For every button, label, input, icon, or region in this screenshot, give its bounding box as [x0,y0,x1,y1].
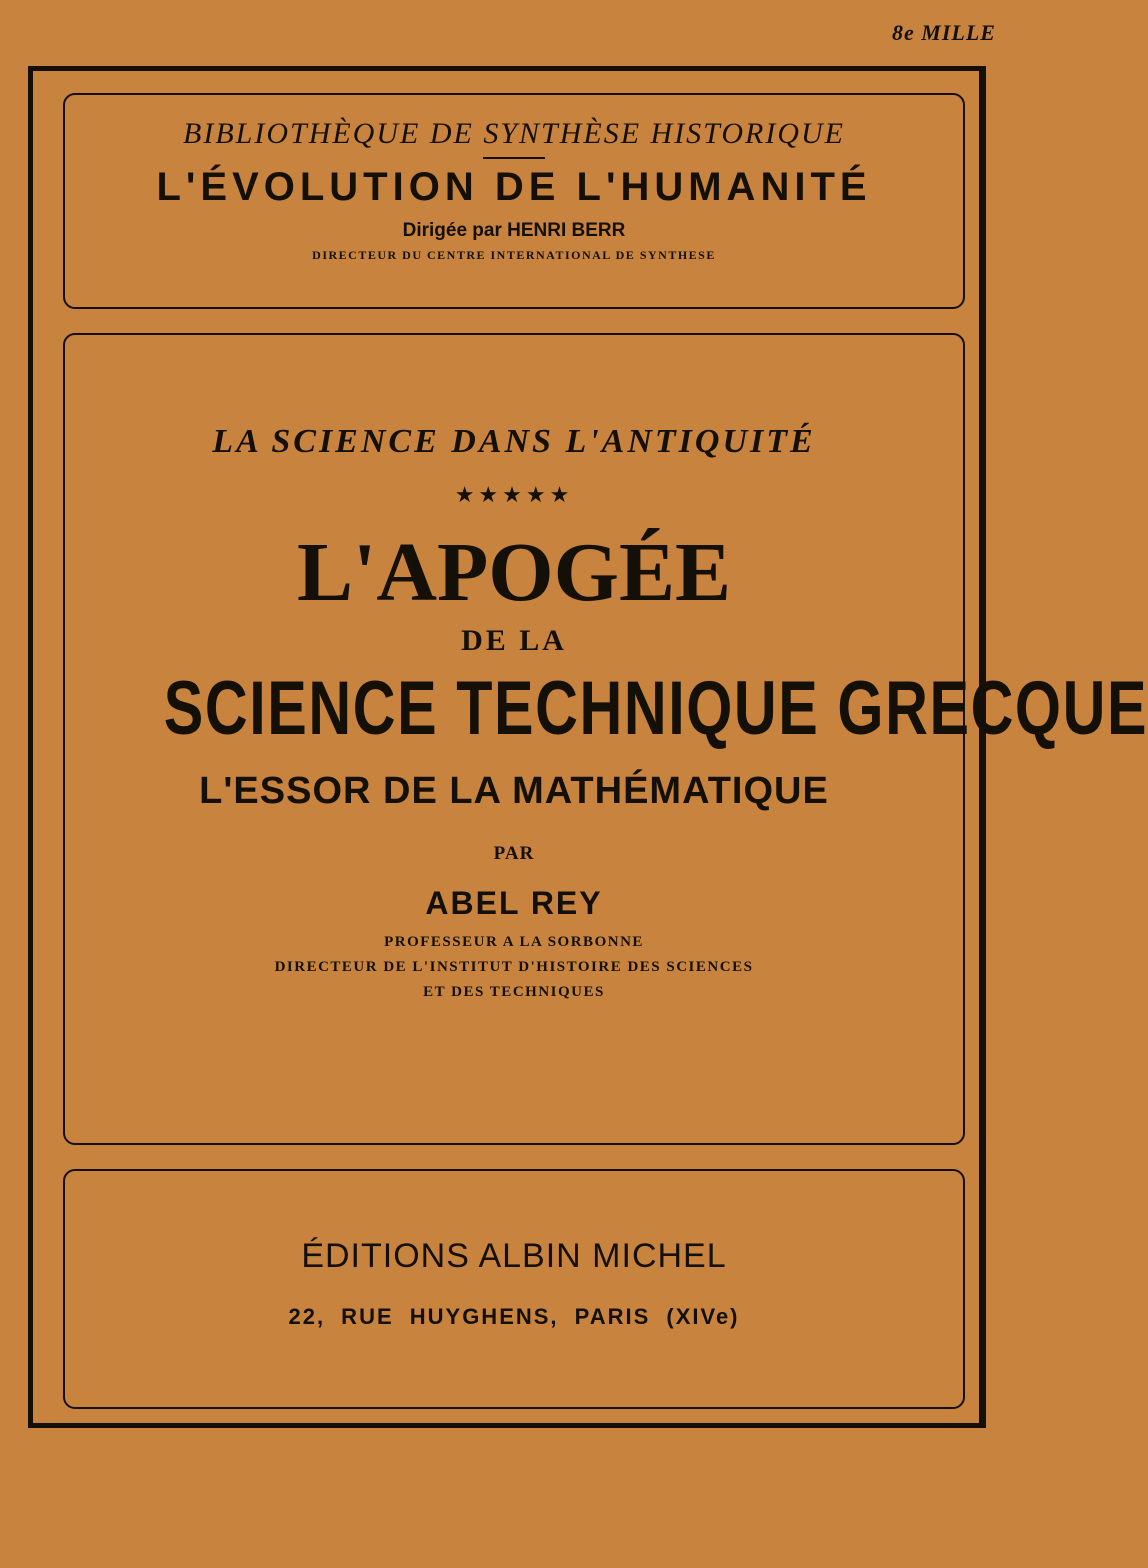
author-role-3: ET DES TECHNIQUES [423,984,605,1000]
author-role-1: PROFESSEUR A LA SORBONNE [384,934,644,950]
collection-title: L'ÉVOLUTION DE L'HUMANITÉ [156,165,872,209]
book-title-second-line: SCIENCE TECHNIQUE GRECQUE [163,666,1148,751]
title-panel [63,333,1148,1145]
edition-label: 8e MILLE [892,20,996,45]
series-director: Dirigée par HENRI BERR [402,220,626,241]
author-name: ABEL REY [425,885,603,921]
volume-stars: ★★★★★ [454,483,574,508]
series-panel [63,93,965,309]
book-subtitle: L'ESSOR DE LA MATHÉMATIQUE [199,770,829,812]
series-name: BIBLIOTHÈQUE DE SYNTHÈSE HISTORIQUE [183,117,845,150]
book-title-connector: DE LA [461,624,567,657]
byline-par: PAR [493,843,535,864]
director-title: DIRECTEUR DU CENTRE INTERNATIONAL DE SYNTHESE [312,248,716,262]
publisher-name: ÉDITIONS ALBIN MICHEL [301,1237,727,1275]
cover-frame [28,66,1148,1428]
series-divider [483,157,545,159]
book-title-main: L'APOGÉE [296,526,732,619]
publisher-panel [63,1169,965,1409]
author-role-2: DIRECTEUR DE L'INSTITUT D'HISTOIRE DES SCIENCES [274,959,754,975]
subseries-title: LA SCIENCE DANS L'ANTIQUITÉ [212,423,816,460]
publisher-address: 22, RUE HUYGHENS, PARIS (XIVe) [288,1304,740,1329]
